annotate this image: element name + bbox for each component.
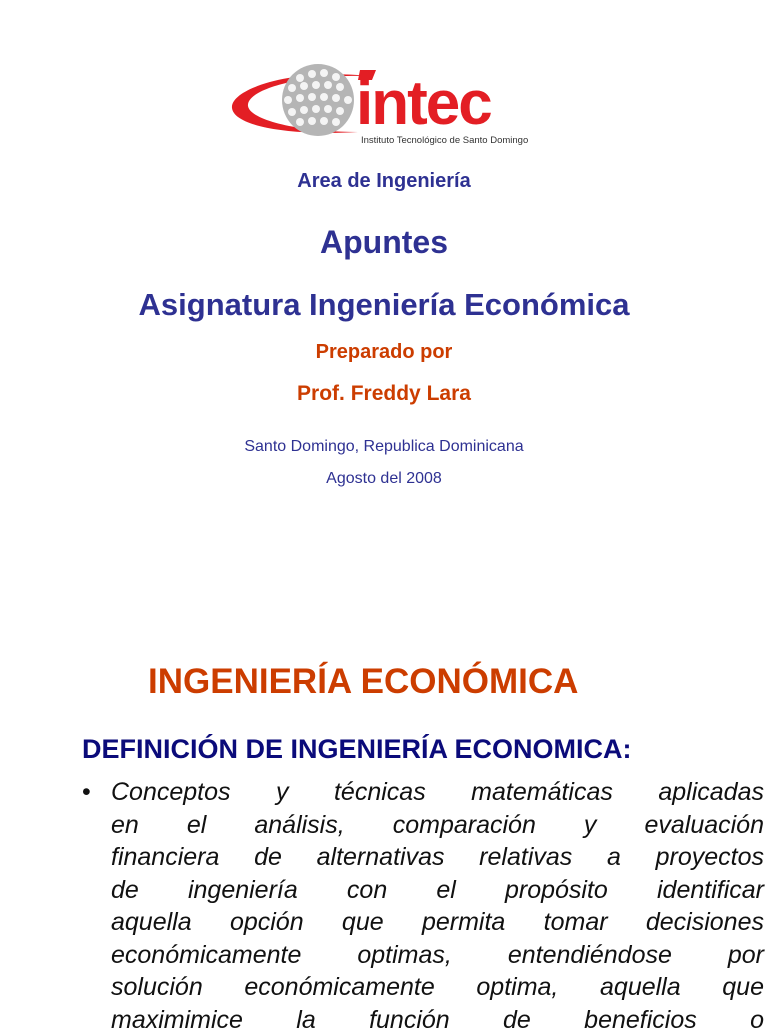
prepared-by-label: Preparado por: [0, 341, 768, 364]
cover-title: Apuntes: [0, 224, 768, 261]
definition-text: [111, 776, 764, 1036]
brand-text: intec: [356, 69, 491, 138]
brand-tagline: Instituto Tecnológico de Santo Domingo: [361, 135, 528, 146]
text-line: maximimice la función de beneficios o: [111, 1004, 764, 1036]
text-line: Conceptos y técnicas matemáticas aplicadas: [111, 776, 764, 809]
subject-title: Asignatura Ingeniería Económica: [0, 287, 768, 323]
definition-heading: DEFINICIÓN DE INGENIERÍA ECONOMICA:: [82, 734, 632, 765]
text-line: de ingeniería con el propósito identificar: [111, 874, 764, 907]
intec-logo-graphic: [228, 60, 538, 150]
author-name: Prof. Freddy Lara: [0, 382, 768, 406]
text-line: financiera de alternativas relativas a proyectos: [111, 841, 764, 874]
text-line: en el análisis, comparación y evaluación: [111, 809, 764, 842]
section-title: INGENIERÍA ECONÓMICA: [148, 662, 578, 702]
sphere-icon: [282, 64, 354, 136]
text-line: económicamente optimas, entendiéndose por: [111, 939, 764, 972]
area-label: Area de Ingeniería: [0, 170, 768, 193]
text-line: solución económicamente optima, aquella que: [111, 971, 764, 1004]
intec-logo: [228, 60, 538, 150]
location-text: Santo Domingo, Republica Dominicana: [0, 438, 768, 456]
bullet-marker: •: [82, 778, 91, 807]
text-line: aquella opción que permita tomar decisiones: [111, 906, 764, 939]
date-text: Agosto del 2008: [0, 470, 768, 488]
